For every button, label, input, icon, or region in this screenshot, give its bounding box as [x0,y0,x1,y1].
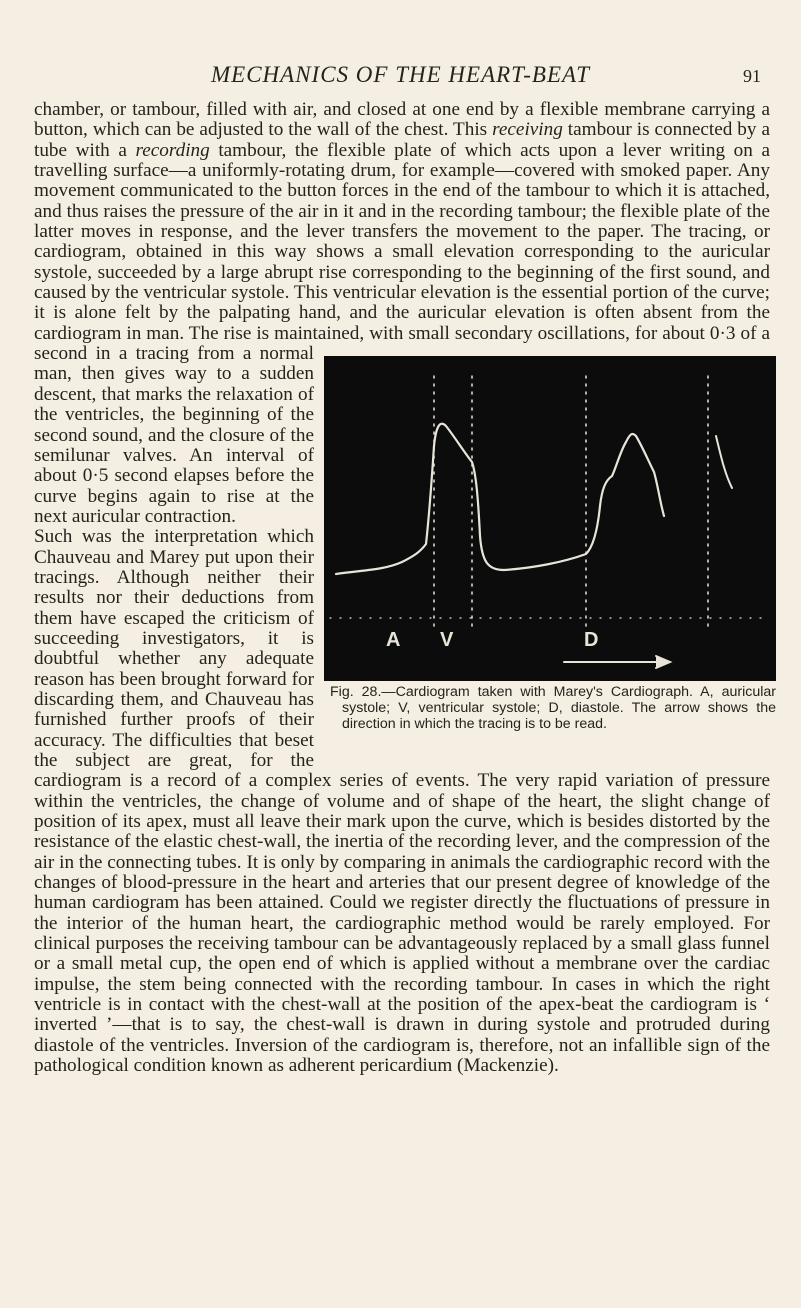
paragraph-2: Such was the interpretation which Chauveau and Marey put upon their tracings. Although neither their results nor their deductions from them have escaped the criticism of succeeding investigators, it is doubtful whether any adequate reason has been brought forward for discarding them, and Chauveau has furnished further proofs of their accuracy. The difficulties that beset the subject are great, for the cardiogram is a record of a complex series of events. The very rapid variation of pressure within the ventricles, the change of volume and of shape of the heart, the slight change of position of its apex, must all leave their mark upon the curve, which is besides distorted by the resistance of the elastic chest-wall, the inertia of the recording lever, and the compression of the air in the connecting tubes. It is only by comparing in animals the cardiographic record with the changes of blood-pressure in the heart and arteries that our present degree of knowledge of the human cardiogram has been attained. Could we register directly the fluctuations of pressure in the interior of the human heart, the cardiographic method would be rarely employed. For clinical purposes the receiving tambour can be advantageously replaced by a small glass funnel or a small metal cup, the open end of which is applied without a membrane over the cardiac impulse, the stem being connected with the recording tambour. In cases in which the right ventricle is in contact with the chest-wall at the position of the apex-beat the cardiogram is ‘ inverted ’—that is to say, the chest-wall is drawn in during systole and protruded during diastole of the ventricles. Inversion of the cardiogram is, therefore, not an infallible sign of the pathological condition known as adherent pericardium (Mackenzie). [34,526,770,1077]
page-number: 91 [743,66,761,86]
paragraph-1-text-b: tambour is connected by a tube with a [34,119,770,161]
term-receiving: receiving [492,119,563,141]
term-recording: recording [135,139,210,161]
paragraph-1-text-a: chamber, or tambour, filled with air, and closed at one end by a flexible membrane carrying a button, which can be adjusted to the wall of the chest. This [34,99,770,141]
direction-arrow-head [656,656,670,668]
trace-fragment [716,436,732,488]
label-d: D [584,629,599,651]
label-a: A [386,629,401,651]
paragraph-1-text-c: tambour, the flexible plate of which acts upon a lever writing on a travelling surface—a uniformly-rotating drum, for example—covered with smoked paper. Any movement communicated to the button forces in the end of the tambour to which it is attached, and thus raises the pressure of the air in it and in the recording tambour; the flexible plate of the latter moves in response, and the lever transfers the movement to the paper. The tracing, or cardiogram, obtained in this way shows a small elevation corresponding to the auricular systole, succeeded by a large abrupt rise corresponding to the beginning of the first sound, and caused by the ventricular systole. This ventricular elevation is the essential portion of the curve; it is alone felt by the palpating hand, and the auricular elevation is often absent from the cardiogram in man. The rise is maintained, with small secondary oscillations, for about 0·3 of a second in a tracing from a normal man, then gives way to a sudden descent, that marks the relaxation of the ventricles, the beginning of the second sound, and the closure of the semilunar valves. An interval of about 0·5 second elapses before the curve begins again to rise at the next auricular contraction. [34,139,770,527]
cardiogram-figure [324,356,776,681]
label-v: V [440,629,454,651]
cardiogram-svg [324,356,776,681]
body-text [34,99,776,1077]
figure-caption: Fig. 28.—Cardiogram taken with Marey's Cardiograph. A, auricular systole; V, ventricular systole; D, diastole. The arrow shows the direction in which the tracing is to be read. [330,684,776,732]
cardiogram-trace [336,424,664,574]
figure-block [324,356,776,764]
running-head: MECHANICS OF THE HEART-BEAT [211,62,590,87]
